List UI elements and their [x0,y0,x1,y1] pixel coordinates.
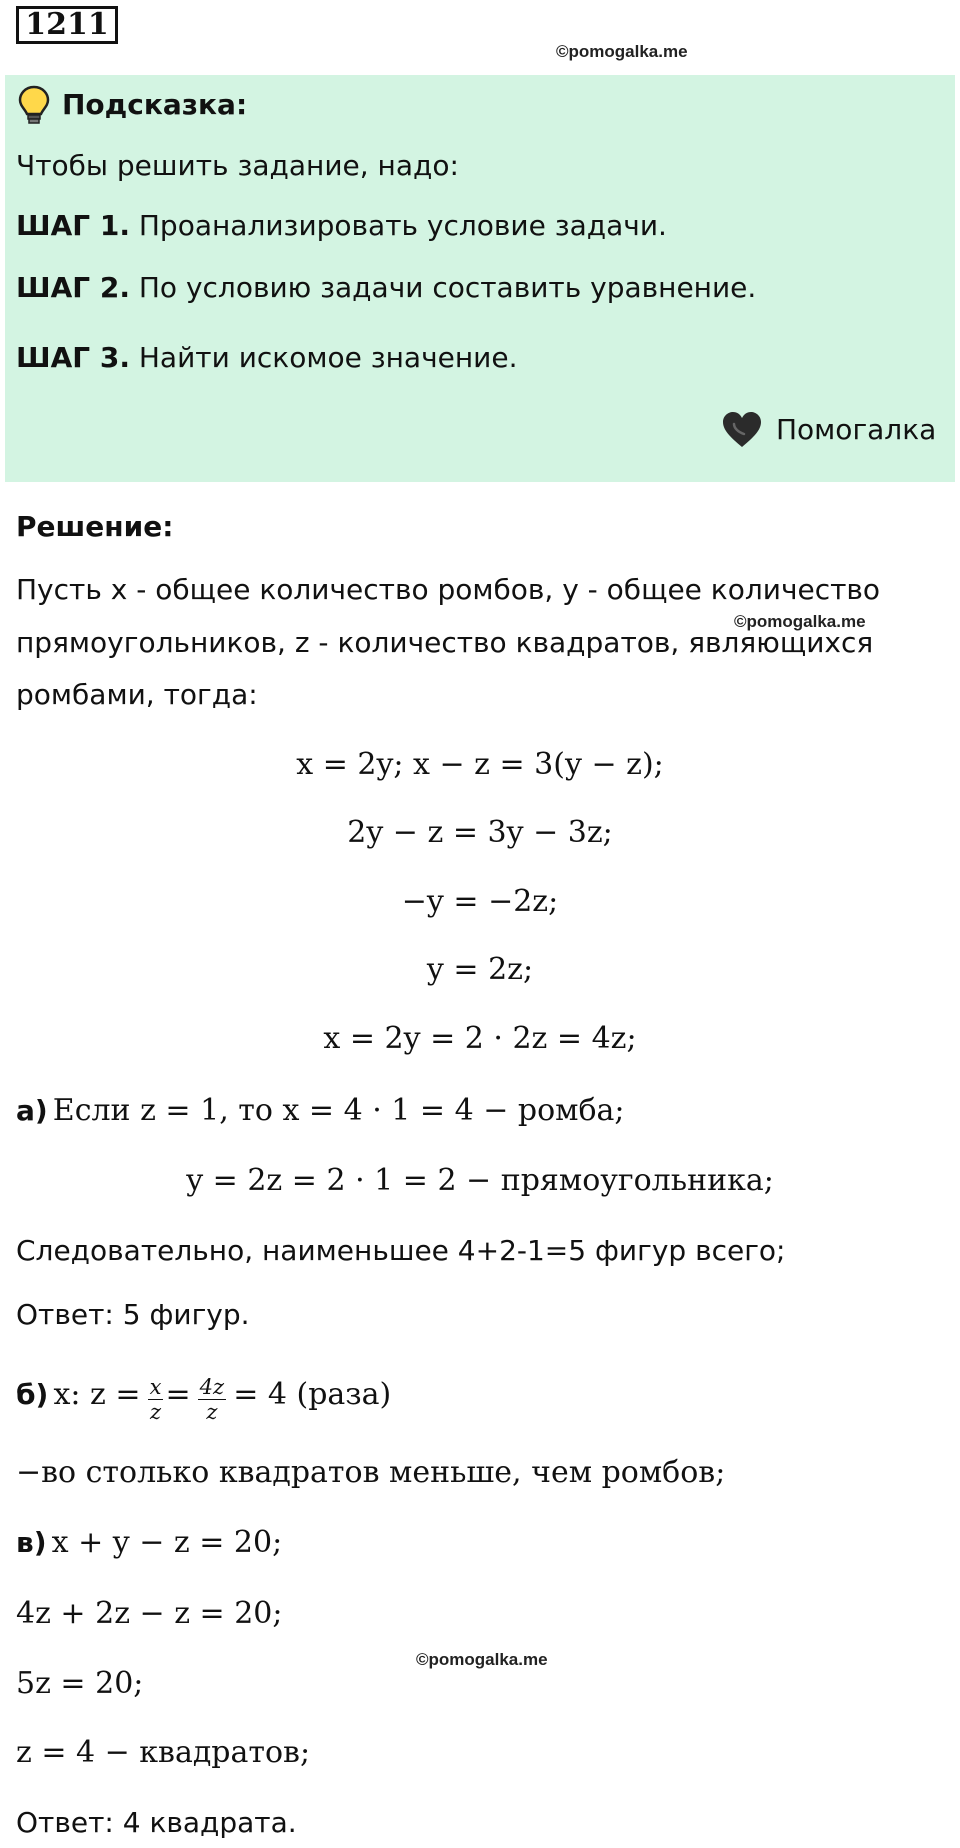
part-c-line-2: 4z + 2z − z = 20; [16,1596,283,1631]
hint-step-1 [16,209,667,243]
step-label: ШАГ 3. [16,341,130,374]
part-c-math-1: x + y − z = 20; [51,1525,283,1560]
hint-step-2 [16,271,756,305]
intro-line-2: прямоугольников, z - количество квадратов, являющихся [16,626,874,659]
fraction-x-over-z [148,1375,164,1424]
fraction-numerator: 4z [199,1375,225,1399]
brand-label: Помогалка [776,413,937,446]
heart-icon [720,410,764,450]
part-a-line-1 [16,1093,625,1129]
equation-1: x = 2y; x − z = 3(y − z); [296,747,664,782]
part-c-line-3: 5z = 20; [16,1666,144,1701]
equation-4: y = 2z; [426,952,534,987]
watermark-middle: ©pomogalka.me [734,612,866,631]
part-a-conclusion: Следовательно, наименьшее 4+2-1=5 фигур всего; [16,1234,786,1267]
step-text: По условию задачи составить уравнение. [138,271,757,304]
part-c-label: в) [16,1526,47,1559]
solution-heading: Решение: [16,510,174,543]
part-a-line-2: y = 2z = 2 · 1 = 2 − прямоугольника; [186,1163,774,1198]
intro-line-1: Пусть x - общее количество ромбов, y - общее количество [16,573,881,606]
part-b-line: б) x: z = $\frac{x}{z}$ = $\frac{4z}{z}$ = 4 (раза) [16,1375,392,1424]
part-a-label: а) [16,1094,48,1127]
hint-step-3 [16,341,517,375]
part-b-label: б) [16,1378,49,1411]
step-label: ШАГ 2. [16,271,130,304]
part-c-answer: Ответ: 4 квадрата. [16,1806,297,1839]
equation-5: x = 2y = 2 · 2z = 4z; [323,1021,637,1056]
fraction-numerator: x [149,1375,162,1399]
equation-2: 2y − z = 3y − 3z; [347,815,613,850]
fraction-denominator: z [149,1400,162,1424]
part-a-answer: Ответ: 5 фигур. [16,1298,250,1331]
part-a-math-1: Если z = 1, то x = 4 · 1 = 4 − ромба; [52,1093,625,1128]
step-label: ШАГ 1. [16,209,130,242]
fraction-denominator: z [206,1400,218,1424]
part-c-line-1 [16,1525,282,1561]
step-text: Проанализировать условие задачи. [138,209,667,242]
part-c-line-4: z = 4 − квадратов; [16,1735,311,1770]
task-number: 1211 [16,6,118,44]
lightbulb-icon [17,85,51,125]
step-text: Найти искомое значение. [138,341,518,374]
hint-title: Подсказка: [62,88,248,121]
fraction-4z-over-z [198,1375,226,1424]
watermark-bottom: ©pomogalka.me [416,1650,548,1669]
hint-intro: Чтобы решить задание, надо: [16,149,459,182]
part-b-suffix: = 4 (раза) [233,1377,392,1412]
part-b-note: −во столько квадратов меньше, чем ромбов; [16,1455,726,1490]
equation-3: −y = −2z; [401,884,559,919]
watermark-top: ©pomogalka.me [556,42,688,61]
part-b-prefix: x: z = [53,1377,141,1412]
hint-box [5,75,955,482]
intro-line-3: ромбами, тогда: [16,678,258,711]
